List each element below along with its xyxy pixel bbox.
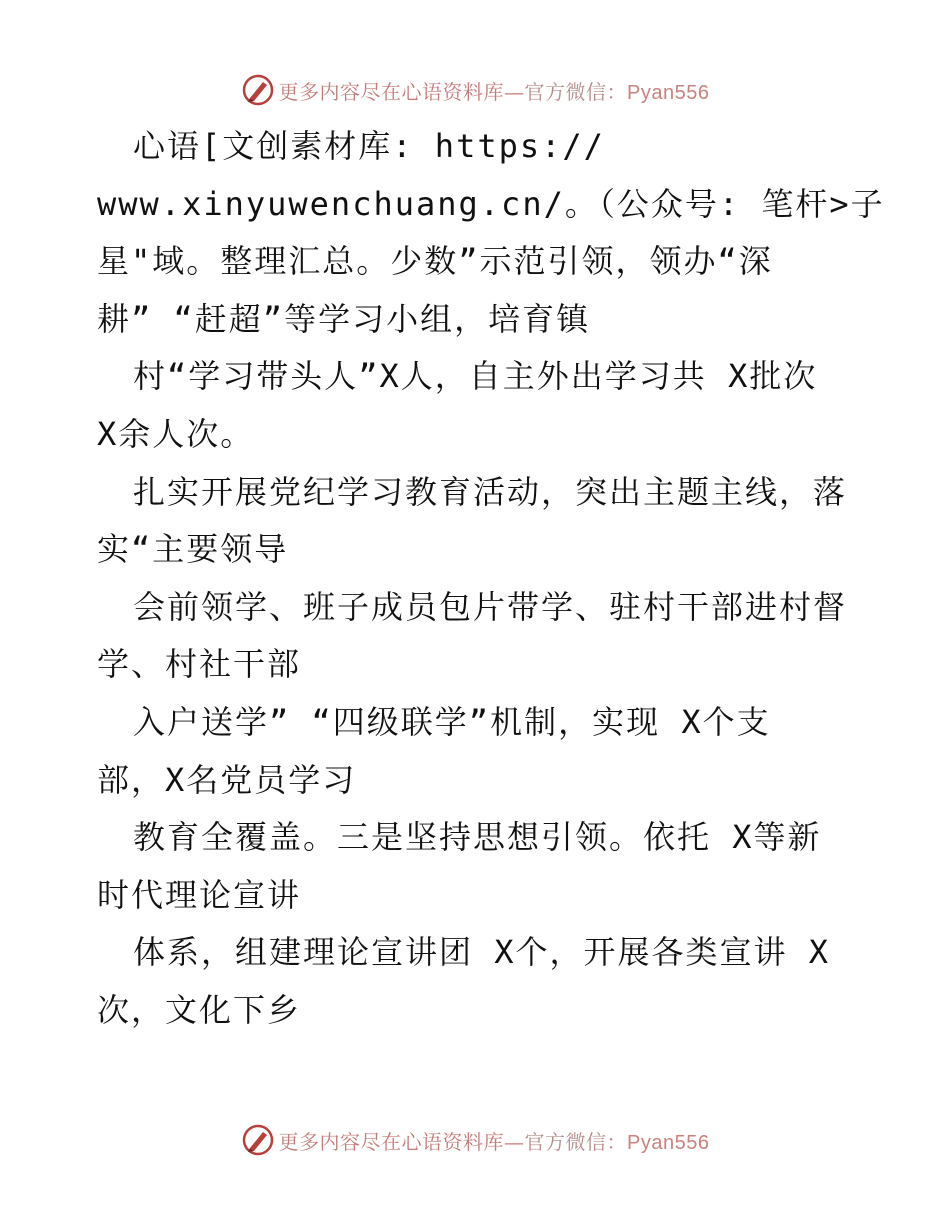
body-line-10: 学、村社干部 (97, 645, 302, 683)
body-line-15: 体系，组建理论宣讲团 X个，开展各类宣讲 X (133, 933, 831, 971)
logo-pen-icon (241, 73, 275, 107)
header-banner (0, 70, 950, 110)
header-banner-title: 更多内容尽在心语资料库 (278, 79, 505, 104)
body-line-12: 部，X名党员学习 (97, 761, 357, 799)
header-wechat-label: 官方微信： (524, 79, 628, 104)
body-line-4: 耕” “赶超”等学习小组，培育镇 (97, 300, 591, 338)
footer-banner-title: 更多内容尽在心语资料库 (278, 1129, 505, 1154)
body-line-16: 次，文化下乡 (97, 991, 302, 1029)
body-line-5: 村“学习带头人”X人，自主外出学习共 X批次 (133, 357, 818, 395)
body-line-11: 入户送学” “四级联学”机制，实现 X个支 (133, 703, 771, 741)
body-line-3: 星"域。整理汇总。少数”示范引领，领办“深 (97, 242, 773, 280)
footer-banner-text (279, 1126, 710, 1155)
body-line-6: X余人次。 (97, 415, 255, 453)
body-line-14: 时代理论宣讲 (97, 876, 302, 914)
footer-banner-dash: — (504, 1129, 525, 1154)
body-line-13: 教育全覆盖。三是坚持思想引领。依托 X等新 (133, 818, 822, 856)
header-wechat-id: Pyan556 (627, 81, 710, 104)
body-line-1: 心语[文创素材库: https:// (133, 127, 605, 165)
body-line-7: 扎实开展党纪学习教育活动，突出主题主线，落 (133, 473, 848, 511)
logo-pen-icon (241, 1123, 275, 1157)
header-banner-text (279, 76, 710, 105)
footer-wechat-label: 官方微信： (524, 1129, 628, 1154)
body-line-2: www.xinyuwenchuang.cn/。（公众号: 笔杆>子 (97, 185, 885, 223)
footer-wechat-id: Pyan556 (627, 1131, 710, 1154)
footer-banner (0, 1120, 950, 1160)
body-line-9: 会前领学、班子成员包片带学、驻村干部进村督 (133, 588, 848, 626)
header-banner-dash: — (504, 79, 525, 104)
body-line-8: 实“主要领导 (97, 530, 289, 568)
